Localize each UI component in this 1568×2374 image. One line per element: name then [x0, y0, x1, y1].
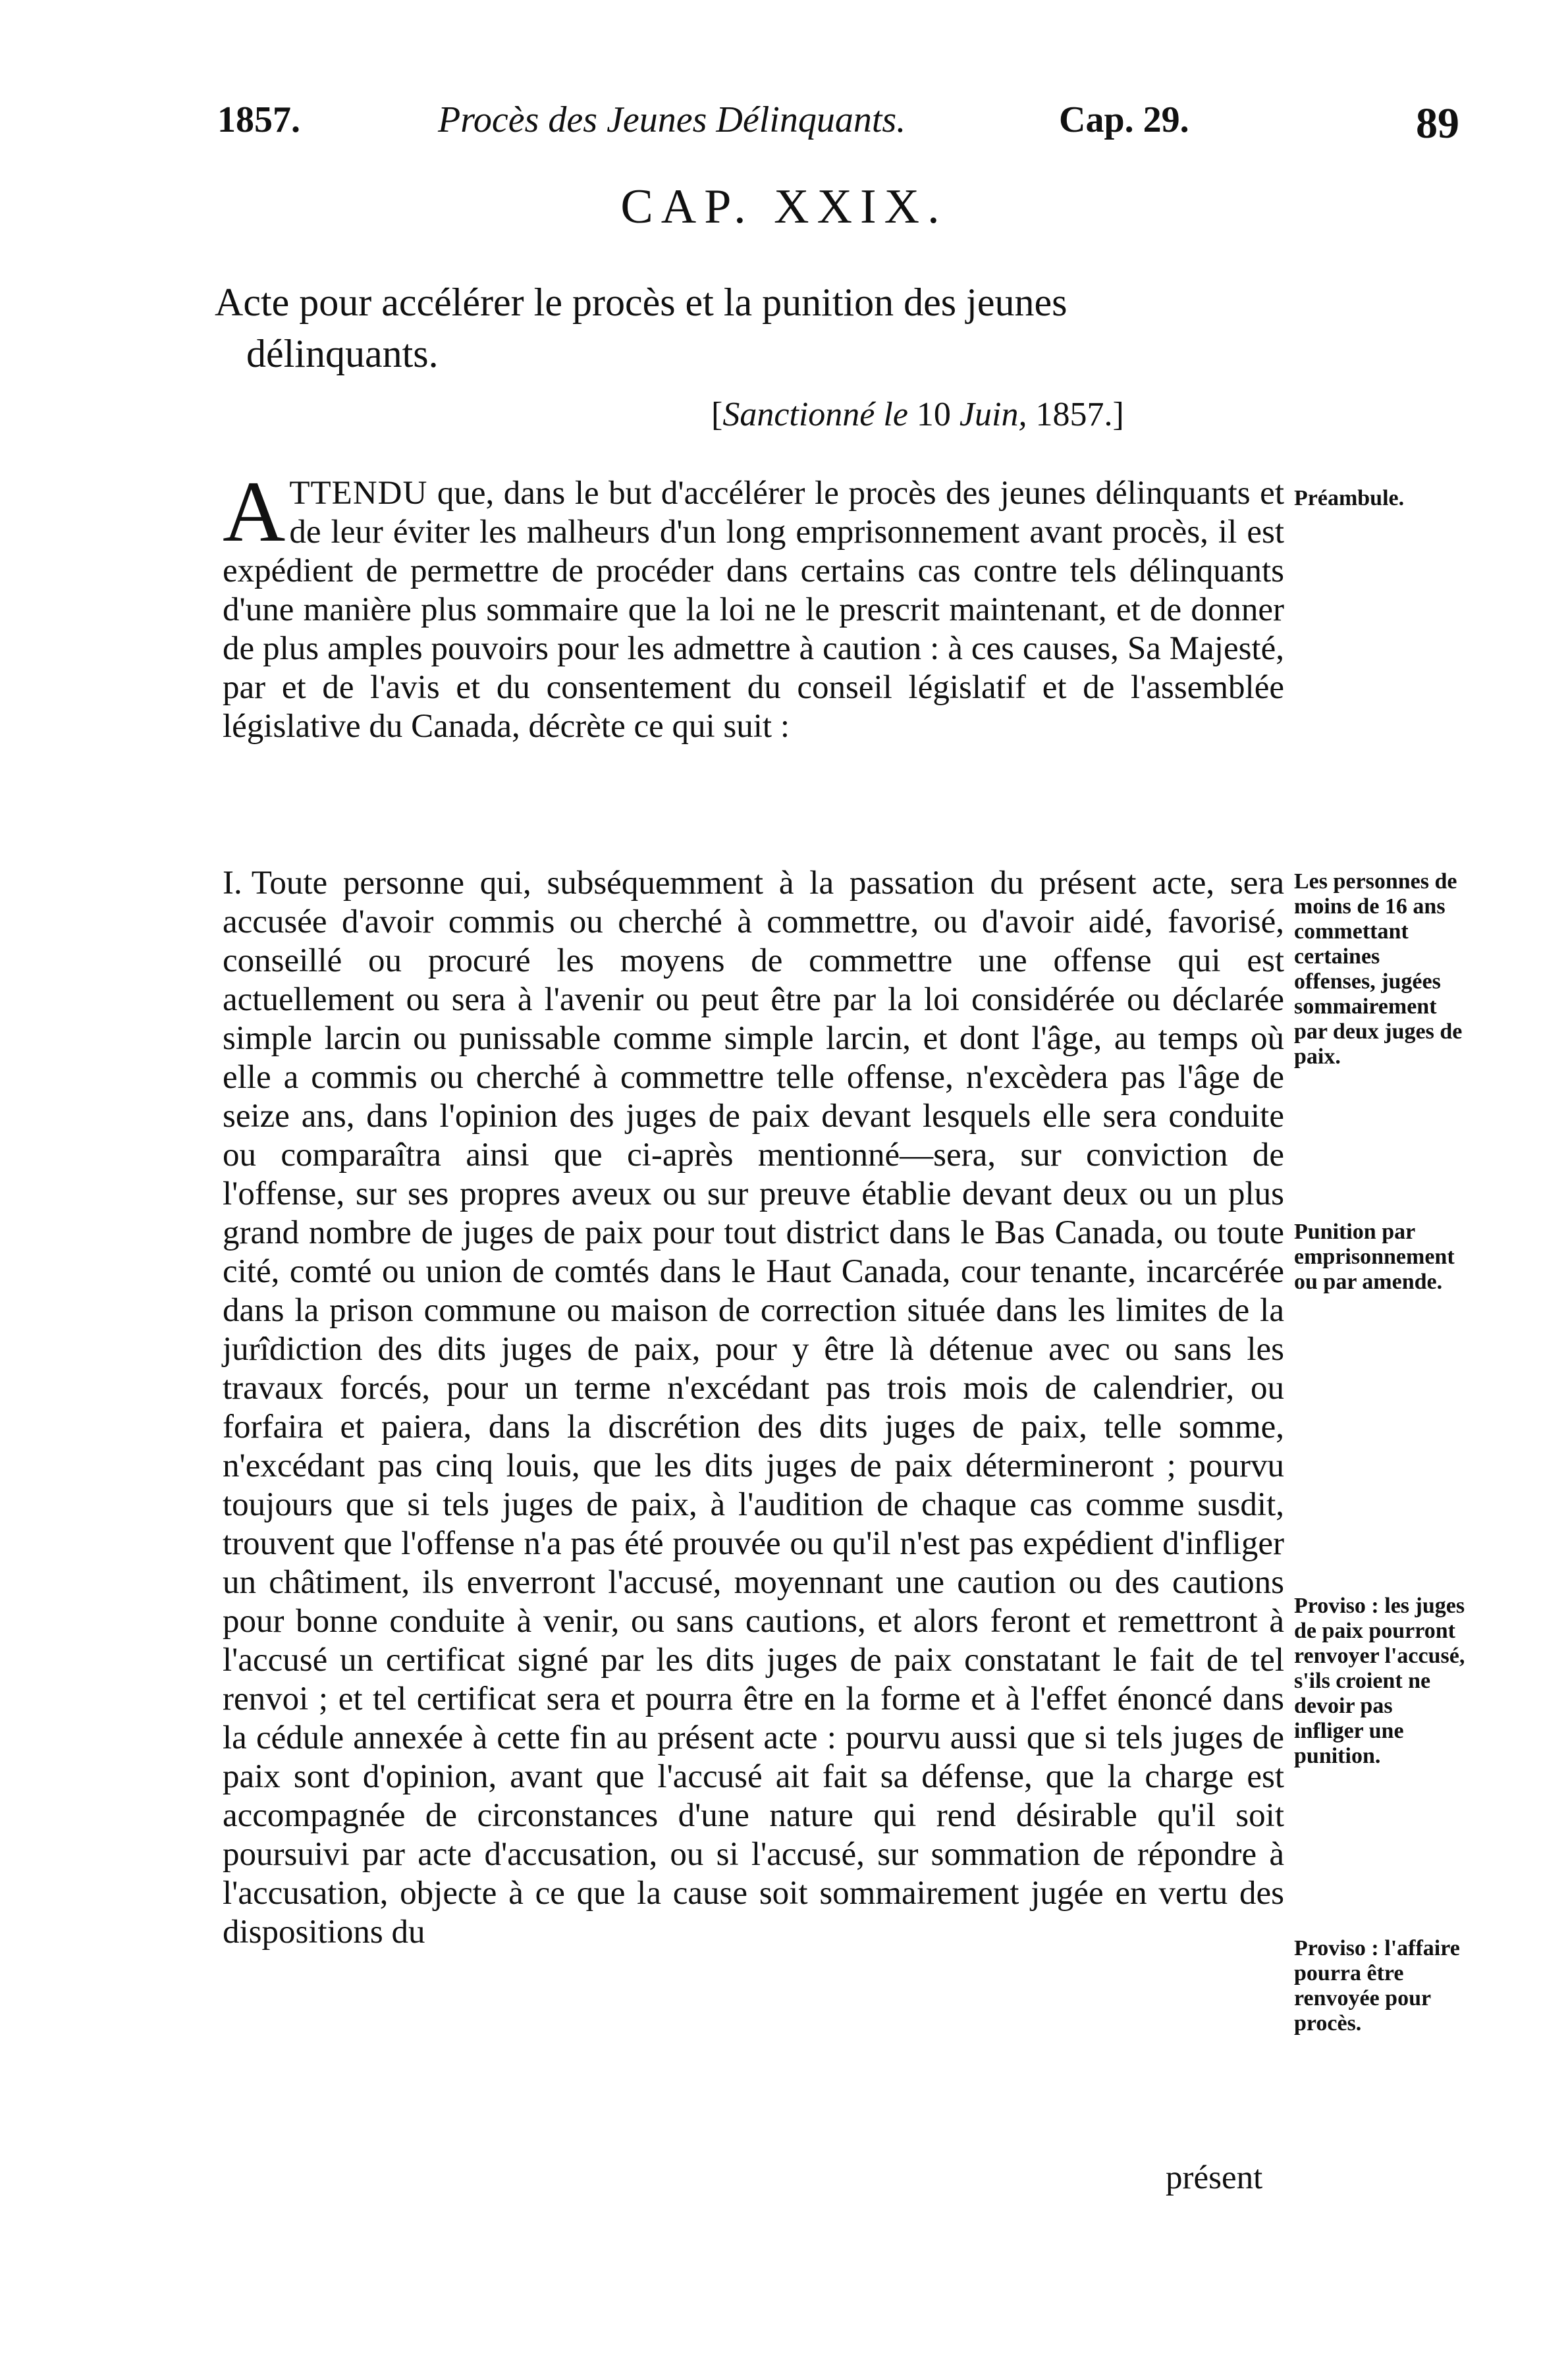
sanction-day: 10	[916, 396, 951, 433]
catchword: présent	[1166, 2159, 1263, 2196]
margin-note-proviso-discharge: Proviso : les juges de paix pourront renvoyer l'accusé, s'ils croient ne devoir pas infliger une punition.	[1294, 1594, 1465, 1768]
sanction-year: 1857.	[1035, 396, 1113, 433]
act-title	[216, 277, 1296, 379]
header-year: 1857.	[217, 99, 300, 140]
section-1-text: Toute personne qui, subséquemment à la passation du présent acte, sera accusée d'avoir commis ou cherché à commettre, ou d'avoir aidé, favorisé, conseillé ou procuré les moyens de commettre une offense qui est actuellement ou sera à l'avenir ou peut être par la loi considérée ou déclarée simple larcin ou punissable comme simple larcin, et dont l'âge, au temps où elle a commis ou cherché à commettre telle offense, n'excèdera pas l'âge de seize ans, dans l'opinion des juges de paix devant lesquels elle sera conduite ou comparaîtra ainsi que ci-après mentionné—sera, sur conviction de l'offense, sur ses propres aveux ou sur preuve établie devant deux ou un plus grand nombre de juges de paix pour tout district dans le Bas Canada, ou toute cité, comté ou union de comtés dans le Haut Canada, cour tenante, incarcérée dans la prison commune ou maison de correction située dans les limites de la jurîdiction des dits juges de paix, pour y être là détenue avec ou sans les travaux forcés, pour un terme n'excédant pas trois mois de calendrier, ou forfaira et paiera, dans la discrétion des dits juges de paix, telle somme, n'excédant pas cinq louis, que les dits juges de paix détermineront ; pourvu toujours que si tels juges de paix, à l'audition de chaque cas comme susdit, trouvent que l'offense n'a pas été prouvée ou qu'il n'est pas expédient d'infliger un châtiment, ils enverront l'accusé, moyennant une caution ou des cautions pour bonne conduite à venir, ou sans cautions, et alors feront et remettront à l'accusé un certificat signé par les dits juges de paix constatant le fait de tel renvoi ; et tel certificat sera et pourra être en la forme et à l'effet énoncé dans la cédule annexée à cette fin au présent acte : pourvu aussi que si tels juges de paix sont d'opinion, avant que l'accusé ait fait sa défense, que la charge est accompagnée de circonstances d'une nature qui rend désirable qu'il soit poursuivi par acte d'accusation, ou si l'accusé, sur sommation de répondre à l'accusation, objecte à ce que la cause soit sommairement jugée en vertu des dispositions du	[223, 865, 1284, 1951]
sanction-month: Juin,	[959, 396, 1027, 433]
margin-note-punishment: Punition par emprisonnement ou par amende.	[1294, 1220, 1455, 1294]
act-title-line1: Acte pour accélérer le procès et la punition des jeunes	[215, 281, 1068, 324]
margin-note-proviso-trial: Proviso : l'affaire pourra être renvoyée pour procès.	[1294, 1936, 1460, 2036]
section-1-paragraph	[223, 864, 1284, 1952]
header-title: Procès des Jeunes Délinquants.	[438, 99, 906, 140]
sanction-date: [Sanctionné le 10 Juin, 1857.]	[711, 396, 1124, 433]
page-number: 89	[1416, 99, 1459, 148]
preamble-paragraph	[223, 463, 1284, 746]
section-number: I.	[223, 865, 242, 902]
margin-note-preamble: Préambule.	[1294, 486, 1405, 510]
header-chapter: Cap. 29.	[1059, 99, 1189, 140]
preamble-text: que, dans le but d'accélérer le procès des jeunes délinquants et de leur éviter les malheurs d'un long emprisonnement avant procès, il est expédient de permettre de procéder dans certains cas contre tels délinquants d'une manière plus sommaire que la loi ne le prescrit maintenant, et de donner de plus amples pouvoirs pour les admettre à caution : à ces causes, Sa Majesté, par et de l'avis et du consentement du conseil législatif et de l'assemblée législative du Canada, décrète ce qui suit :	[223, 475, 1284, 745]
sanction-prefix: Sanctionné le	[722, 396, 908, 433]
running-header	[0, 99, 1568, 165]
chapter-heading: CAP. XXIX.	[620, 180, 948, 234]
preamble-lead: TTENDU	[289, 475, 428, 512]
margin-note-juveniles: Les personnes de moins de 16 ans commettant certaines offenses, jugées sommairement par deux juges de paix.	[1294, 869, 1463, 1069]
act-title-line2: délinquants.	[246, 332, 439, 375]
drop-cap: A	[223, 463, 286, 560]
